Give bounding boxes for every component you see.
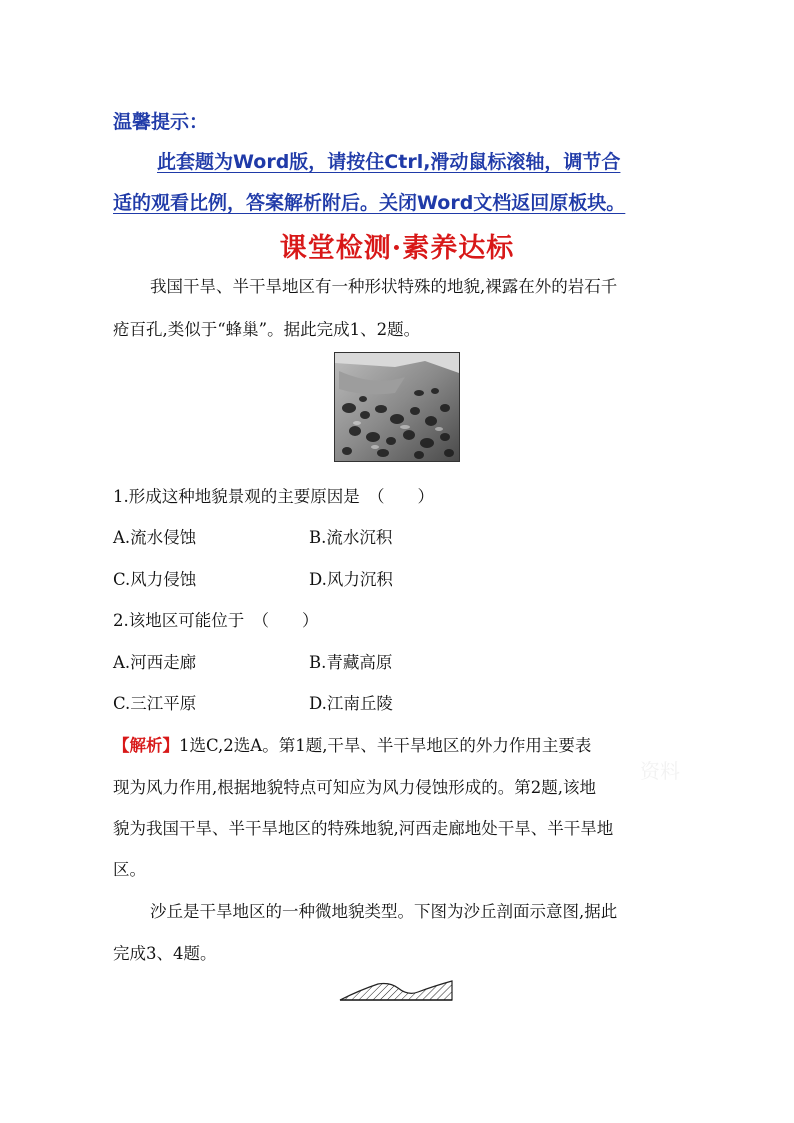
analysis-line2: 现为风力作用,根据地貌特点可知应为风力侵蚀形成的。第2题,该地 [113, 778, 596, 797]
q2-option-b: B.青藏高原 [309, 653, 393, 672]
q2-option-a: A.河西走廊 [113, 653, 197, 672]
q2-option-c: C.三江平原 [113, 694, 197, 713]
section-title: 课堂检测·素养达标 [279, 233, 515, 264]
watermark: 资料 [640, 759, 680, 783]
analysis-line1 [113, 732, 591, 756]
q1-option-b: B.流水沉积 [309, 528, 393, 547]
tip-line-2: 适的观看比例，答案解析附后。关闭Word文档返回原板块。 [113, 192, 626, 214]
q1-option-c: C.风力侵蚀 [113, 570, 197, 589]
intro1-line1: 我国干旱、半干旱地区有一种形状特殊的地貌,裸露在外的岩石千 [150, 277, 618, 296]
analysis-label: 【解析】 [113, 736, 179, 755]
tip-line-1: 此套题为Word版，请按住Ctrl,滑动鼠标滚轴，调节合 [157, 151, 621, 173]
tip-title: 温馨提示： [113, 111, 209, 133]
intro2-line2: 完成3、4题。 [113, 944, 217, 963]
q1-option-d: D.风力沉积 [309, 570, 393, 589]
q2-stem: 2.该地区可能位于 （ ） [113, 611, 319, 630]
analysis-text-1: 1选C,2选A。第1题,干旱、半干旱地区的外力作用主要表 [179, 736, 592, 755]
honeycomb-rock-photo [334, 352, 460, 462]
analysis-line3: 貌为我国干旱、半干旱地区的特殊地貌,河西走廊地处干旱、半干旱地 [113, 819, 614, 838]
intro2-line1: 沙丘是干旱地区的一种微地貌类型。下图为沙丘剖面示意图,据此 [150, 902, 618, 921]
intro1-line2: 疮百孔,类似于“蜂巢”。据此完成1、2题。 [113, 320, 421, 339]
dune-profile-diagram [338, 978, 456, 1008]
q1-option-a: A.流水侵蚀 [113, 528, 197, 547]
q2-option-d: D.江南丘陵 [309, 694, 393, 713]
analysis-line4: 区。 [113, 860, 146, 879]
q1-stem: 1.形成这种地貌景观的主要原因是 （ ） [113, 487, 434, 506]
